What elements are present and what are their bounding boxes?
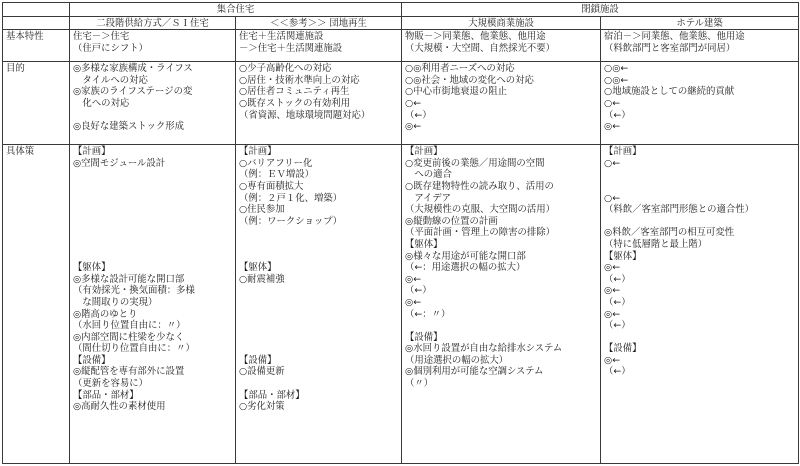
text-line: （平面計画・管理上の障害の排除） (405, 227, 556, 239)
purpose-commercial-lines (405, 63, 597, 133)
text-line: ◎空間モジュール設計 (73, 157, 166, 169)
row-purpose (3, 62, 799, 145)
text-line: ◎多様な設計可能な開口部 (73, 273, 185, 285)
header-group-closed-facility: 閉鎖施設 (402, 3, 799, 17)
text-line: 【躯体】 (73, 262, 111, 274)
cell-purpose-hotel (601, 62, 799, 145)
text-line: ○◎← (604, 74, 629, 86)
text-line: 【躯体】 (405, 238, 443, 250)
text-line: ○◎← (604, 63, 629, 75)
text-line: 宿泊－＞同業態、他業態、他用途 (604, 31, 745, 43)
text-line: 【設備】 (73, 354, 111, 366)
text-line: （間仕切り位置自由に：〃） (73, 343, 195, 355)
text-line: 【部品・部材】 (239, 389, 305, 401)
text-line: ○居住・技術水準向上の対応 (239, 74, 360, 86)
text-line: （住戸にシフト） (73, 42, 149, 54)
text-line: （←：用途選択の幅の拡大） (405, 262, 526, 274)
text-line: ○既存建物特性の読み取り、活用の (405, 180, 554, 192)
text-line: ○← (604, 97, 621, 109)
spacer (604, 332, 795, 344)
header-estate-regeneration: ＜＜参考＞＞ 団地再生 (236, 16, 402, 30)
text-line: （用途選択の幅の拡大） (405, 354, 509, 366)
text-line: ○← (405, 97, 422, 109)
purpose-estate-lines (239, 63, 398, 121)
text-line: タイルへの対応 (73, 74, 148, 86)
text-line: ○既存ストックの有効利用 (239, 97, 351, 109)
text-line: （料飲／客室部門形態との適合性） (604, 204, 755, 216)
spacer (73, 181, 232, 193)
row-label-purpose: 目的 (3, 62, 70, 145)
spacer (73, 239, 232, 251)
text-line: ◎← (604, 121, 621, 133)
spacer (73, 227, 232, 239)
text-line: 住宅＋生活関連施設 (239, 31, 324, 43)
purpose-si-lines (73, 63, 232, 133)
text-line: （←） (604, 273, 631, 285)
text-line: ○◎利用者ニーズへの対応 (405, 63, 515, 75)
text-line: 【躯体】 (604, 250, 642, 262)
spacer (239, 239, 398, 251)
text-line: （例：ＥＶ増設） (239, 169, 315, 181)
spacer (73, 193, 232, 205)
spacer (73, 204, 232, 216)
text-line: ○◎社会・地域の変化への対応 (405, 74, 534, 86)
text-line: ◎← (604, 308, 621, 320)
text-line: ◎水回り設置が自由な給排水システム (405, 343, 563, 355)
text-line: 【躯体】 (239, 262, 277, 274)
text-line: ◎料飲／客室部門の相互可変性 (604, 227, 735, 239)
text-line: ○住民参加 (239, 204, 285, 216)
spacer (239, 378, 398, 390)
text-line: ○← (604, 192, 621, 204)
text-line: ◎個別利用が可能な空調システム (405, 366, 544, 378)
text-line: （←） (604, 320, 631, 332)
spacer (405, 320, 597, 332)
text-line: ○耐震補強 (239, 273, 285, 285)
spacer (239, 332, 398, 344)
text-line: （←） (604, 109, 631, 121)
text-line: 【計画】 (73, 146, 111, 158)
text-line: ◎縦配管を専有部外に設置 (73, 366, 185, 378)
text-line: （大規模性の克服、大空間の活用） (405, 204, 556, 216)
text-line: （大規模・大空間、自然採光不要） (405, 42, 556, 54)
measures-si-lines (73, 146, 232, 413)
text-line: 【設備】 (604, 343, 642, 355)
text-line: 【計画】 (405, 146, 443, 158)
spacer (239, 343, 398, 355)
text-line: ◎内部空間に柱梁を少なく (73, 331, 185, 343)
basic-si-lines (73, 31, 232, 54)
text-line: アイデア (405, 192, 452, 204)
text-line: ◎← (604, 354, 621, 366)
cell-basic-estate (236, 30, 402, 62)
spacer (239, 227, 398, 239)
header-si-housing: 二段階供給方式／ＳＩ住宅 (70, 16, 236, 30)
row-label-measures: 具体策 (3, 145, 70, 464)
text-line: ◎← (405, 121, 422, 133)
text-line: ○バリアフリー化 (239, 157, 313, 169)
text-line: （有効採光・換気面積：多様 (73, 285, 195, 297)
text-line: （←） (604, 296, 631, 308)
row-concrete-measures (3, 145, 799, 464)
text-line: 【設備】 (405, 331, 443, 343)
text-line: ◎多様な家族構成・ライフス (73, 63, 193, 75)
text-line: ◎階高のゆとり (73, 308, 138, 320)
text-line: ○劣化対策 (239, 401, 285, 413)
comparison-table (2, 2, 799, 464)
text-line: ○専有面積拡大 (239, 180, 304, 192)
text-line: ◎様々な用途が可能な開口部 (405, 250, 526, 262)
text-line: ◎家族のライフステージの変 (73, 86, 193, 98)
text-line: ◎縦動線の位置の計画 (405, 215, 498, 227)
text-line: （更新を容易に） (73, 378, 149, 390)
spacer (604, 216, 795, 228)
text-line: 【設備】 (239, 354, 277, 366)
text-line: （省資源、地球環境問題対応） (239, 109, 371, 121)
cell-purpose-si (70, 62, 236, 145)
text-line: 【部品・部材】 (73, 389, 139, 401)
purpose-hotel-lines (604, 63, 795, 133)
spacer (239, 309, 398, 321)
text-line: （〃） (405, 378, 434, 390)
text-line: （←） (405, 285, 432, 297)
text-line: ◎← (604, 262, 621, 274)
spacer (73, 216, 232, 228)
text-line: （←：〃） (405, 308, 451, 320)
spacer (73, 251, 232, 263)
basic-hotel-lines (604, 31, 795, 54)
spacer (73, 110, 232, 122)
text-line: 【計画】 (604, 146, 642, 158)
spacer (604, 169, 795, 181)
row-basic-characteristics (3, 30, 799, 62)
basic-commercial-lines (405, 31, 597, 54)
text-line: 【計画】 (239, 146, 277, 158)
text-line: ○← (604, 157, 621, 169)
cell-basic-si (70, 30, 236, 62)
text-line: （←） (405, 109, 432, 121)
text-line: （←） (604, 366, 631, 378)
text-line: ◎← (405, 296, 422, 308)
text-line: 物販－＞同業態、他業態、他用途 (405, 31, 546, 43)
text-line: －＞住宅＋生活関連施設 (239, 42, 343, 54)
text-line: ○中心市街地衰退の阻止 (405, 86, 507, 98)
spacer (239, 285, 398, 297)
header-row-groups (3, 3, 799, 17)
row-label-basic: 基本特性 (3, 30, 70, 62)
text-line: ◎← (405, 273, 422, 285)
text-line: への適合 (405, 169, 452, 181)
cell-measures-hotel (601, 145, 799, 464)
text-line: ◎高耐久性の素材使用 (73, 401, 166, 413)
spacer (239, 297, 398, 309)
text-line: ○設備更新 (239, 366, 285, 378)
text-line: ○地域施設としての継続的貢献 (604, 86, 735, 98)
cell-purpose-estate (236, 62, 402, 145)
cell-basic-hotel (601, 30, 799, 62)
text-line: な間取りの実現） (73, 296, 158, 308)
measures-commercial-lines (405, 146, 597, 389)
text-line: ○変更前後の業態／用途間の空間 (405, 157, 545, 169)
text-line: ◎良好な建築ストック形成 (73, 121, 185, 133)
text-line: ○少子高齢化への対応 (239, 63, 332, 75)
text-line: ◎← (604, 285, 621, 297)
corner-cell-2 (3, 16, 70, 30)
cell-measures-commercial (402, 145, 601, 464)
cell-basic-commercial (402, 30, 601, 62)
spacer (239, 320, 398, 332)
spacer (604, 181, 795, 193)
header-group-housing: 集合住宅 (70, 3, 402, 17)
text-line: 住宅－＞住宅 (73, 31, 130, 43)
cell-purpose-commercial (402, 62, 601, 145)
spacer (73, 169, 232, 181)
header-large-commercial: 大規模商業施設 (402, 16, 601, 30)
text-line: ○居住者コミュニティ再生 (239, 86, 350, 98)
text-line: （水回り位置自由に：〃） (73, 320, 186, 332)
basic-estate-lines (239, 31, 398, 54)
spacer (239, 251, 398, 263)
text-line: （例：２戸１化、増築） (239, 192, 343, 204)
text-line: （特に低層階と最上階） (604, 238, 708, 250)
measures-estate-lines (239, 146, 398, 413)
text-line: 化への対応 (73, 97, 130, 109)
cell-measures-estate (236, 145, 402, 464)
text-line: （例：ワークショップ） (239, 215, 343, 227)
header-row-columns (3, 16, 799, 30)
corner-cell (3, 3, 70, 17)
text-line: （料飲部門と客室部門が同居） (604, 42, 736, 54)
measures-hotel-lines (604, 146, 795, 378)
header-hotel: ホテル建築 (601, 16, 799, 30)
cell-measures-si (70, 145, 236, 464)
